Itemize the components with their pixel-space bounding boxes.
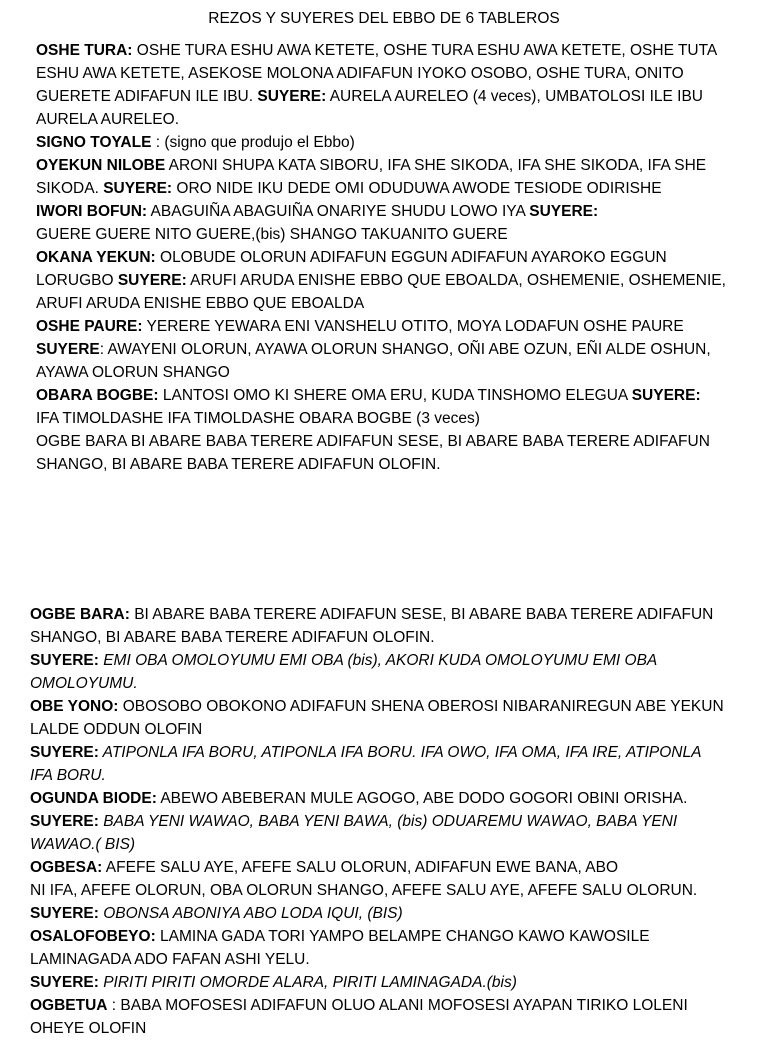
text-line: [30, 902, 760, 925]
line-text: AURELA AURELEO.: [36, 111, 180, 128]
text-line: [30, 879, 760, 902]
line-text: LANTOSI OMO KI SHERE OMA ERU, KUDA TINSHOMO ELEGUA: [158, 387, 632, 404]
text-line: [36, 200, 756, 223]
line-text: IFA BORU.: [30, 767, 106, 784]
text-line: [36, 154, 756, 177]
line-heading: SUYERE:: [631, 387, 701, 404]
line-text: PIRITI PIRITI OMORDE ALARA, PIRITI LAMINAGADA.(bis): [98, 974, 517, 991]
text-line: [30, 649, 760, 672]
line-text: NI IFA, AFEFE OLORUN, OBA OLORUN SHANGO, AFEFE SALU AYE, AFEFE SALU OLORUN.: [30, 882, 698, 899]
text-line: [30, 925, 760, 948]
text-line: [30, 718, 760, 741]
text-line: [30, 787, 760, 810]
line-text: : BABA MOFOSESI ADIFAFUN OLUO ALANI MOFOSESI AYAPAN TIRIKO LOLENI: [107, 997, 688, 1014]
line-heading: OKANA YEKUN:: [36, 249, 156, 266]
text-line: [36, 338, 756, 361]
text-line: [30, 626, 760, 649]
line-heading: OBARA BOGBE:: [36, 387, 159, 404]
text-line: [36, 361, 756, 384]
line-text: LALDE ODDUN OLOFIN: [30, 721, 203, 738]
rezos-block-lower: [30, 603, 760, 1040]
line-text: ABAGUIÑA ABAGUIÑA ONARIYE SHUDU LOWO IYA: [147, 203, 530, 220]
line-text: OLOBUDE OLORUN ADIFAFUN EGGUN ADIFAFUN AYAROKO EGGUN: [155, 249, 667, 266]
text-line: [36, 292, 756, 315]
text-line: [30, 948, 760, 971]
line-heading: OYEKUN NILOBE: [36, 157, 166, 174]
text-line: [30, 971, 760, 994]
line-text: OMOLOYUMU.: [30, 675, 138, 692]
text-line: [36, 315, 756, 338]
text-line: [36, 108, 756, 131]
line-text: ARUFI ARUDA ENISHE EBBO QUE EBOALDA: [36, 295, 365, 312]
text-line: [30, 741, 760, 764]
line-text: OHEYE OLOFIN: [30, 1020, 147, 1037]
line-heading: IWORI BOFUN:: [36, 203, 148, 220]
line-heading: OGBESA:: [30, 859, 103, 876]
line-text: AFEFE SALU AYE, AFEFE SALU OLORUN, ADIFAFUN EWE BANA, ABO: [102, 859, 619, 876]
text-line: [36, 39, 756, 62]
line-text: AURELA AURELEO (4 veces), UMBATOLOSI ILE IBU: [326, 88, 703, 105]
text-line: [36, 269, 756, 292]
text-line: [30, 1017, 760, 1040]
line-heading: SUYERE:: [30, 974, 99, 991]
text-line: [30, 672, 760, 695]
text-line: [30, 695, 760, 718]
line-text: EMI OBA OMOLOYUMU EMI OBA (bis), AKORI KUDA OMOLOYUMU EMI OBA: [98, 652, 658, 669]
line-text: IFA TIMOLDASHE IFA TIMOLDASHE OBARA BOGBE (3 veces): [36, 410, 480, 427]
line-heading: OGBETUA: [30, 997, 108, 1014]
line-heading: SUYERE:: [103, 180, 173, 197]
text-line: [36, 384, 756, 407]
text-line: [36, 430, 756, 453]
line-heading: OBE YONO:: [30, 698, 119, 715]
line-text: GUERE GUERE NITO GUERE,(bis) SHANGO TAKUANITO GUERE: [36, 226, 508, 243]
text-line: [36, 223, 756, 246]
line-text: BI ABARE BABA TERERE ADIFAFUN SESE, BI ABARE BABA TERERE ADIFAFUN: [129, 606, 714, 623]
text-line: [36, 62, 756, 85]
text-line: [30, 994, 760, 1017]
document-title: REZOS Y SUYERES DEL EBBO DE 6 TABLEROS: [208, 10, 560, 27]
line-text: ATIPONLA IFA BORU, ATIPONLA IFA BORU. IFA OWO, IFA OMA, IFA IRE, ATIPONLA: [98, 744, 702, 761]
line-heading: OSHE TURA:: [36, 42, 133, 59]
line-text: ESHU AWA KETETE, ASEKOSE MOLONA ADIFAFUN IYOKO OSOBO, OSHE TURA, ONITO: [36, 65, 684, 82]
line-heading: SUYERE:: [529, 203, 599, 220]
line-heading: OGUNDA BIODE:: [30, 790, 157, 807]
line-text: BABA YENI WAWAO, BABA YENI BAWA, (bis) ODUAREMU WAWAO, BABA YENI: [98, 813, 678, 830]
text-line: [30, 603, 760, 626]
line-heading: OGBE BARA:: [30, 606, 130, 623]
line-heading: SUYERE:: [117, 272, 187, 289]
text-line: [30, 833, 760, 856]
line-text: LAMINAGADA ADO FAFAN ASHI YELU.: [30, 951, 310, 968]
line-heading: SUYERE:: [30, 652, 99, 669]
line-heading: OSHE PAURE:: [36, 318, 143, 335]
line-text: GUERETE ADIFAFUN ILE IBU.: [36, 88, 258, 105]
line-text: WAWAO.( BIS): [30, 836, 136, 853]
line-text: SIKODA.: [36, 180, 104, 197]
text-line: [36, 453, 756, 476]
line-heading: SUYERE:: [30, 813, 99, 830]
line-text: AYAWA OLORUN SHANGO: [36, 364, 230, 381]
line-text: ORO NIDE IKU DEDE OMI ODUDUWA AWODE TESIODE ODIRISHE: [172, 180, 662, 197]
text-line: [30, 764, 760, 787]
line-text: ABEWO ABEBERAN MULE AGOGO, ABE DODO GOGORI OBINI ORISHA.: [156, 790, 688, 807]
text-line: [30, 856, 760, 879]
rezos-block-upper: [36, 39, 756, 476]
line-text: : (signo que produjo el Ebbo): [151, 134, 355, 151]
line-text: OSHE TURA ESHU AWA KETETE, OSHE TURA ESHU AWA KETETE, OSHE TUTA: [132, 42, 718, 59]
line-text: ARUFI ARUDA ENISHE EBBO QUE EBOALDA, OSHEMENIE, OSHEMENIE,: [186, 272, 726, 289]
line-text: OBOSOBO OBOKONO ADIFAFUN SHENA OBEROSI NIBARANIREGUN ABE YEKUN: [118, 698, 724, 715]
line-text: ARONI SHUPA KATA SIBORU, IFA SHE SIKODA, IFA SHE SIKODA, IFA SHE: [165, 157, 707, 174]
line-heading: SUYERE:: [257, 88, 327, 105]
text-line: [36, 407, 756, 430]
text-line: [36, 246, 756, 269]
text-line: [36, 131, 756, 154]
line-text: YERERE YEWARA ENI VANSHELU OTITO, MOYA LODAFUN OSHE PAURE: [142, 318, 684, 335]
line-heading: SUYERE: [36, 341, 100, 358]
line-text: SHANGO, BI ABARE BABA TERERE ADIFAFUN OLOFIN.: [36, 456, 441, 473]
line-text: : AWAYENI OLORUN, AYAWA OLORUN SHANGO, OÑI ABE OZUN, EÑI ALDE OSHUN,: [99, 341, 711, 358]
line-text: OBONSA ABONIYA ABO LODA IQUI, (BIS): [98, 905, 403, 922]
line-heading: SUYERE:: [30, 744, 99, 761]
text-line: [36, 177, 756, 200]
text-line: [30, 810, 760, 833]
line-text: LAMINA GADA TORI YAMPO BELAMPE CHANGO KAWO KAWOSILE: [155, 928, 650, 945]
line-heading: SUYERE:: [30, 905, 99, 922]
line-text: LORUGBO: [36, 272, 118, 289]
line-heading: SIGNO TOYALE: [36, 134, 152, 151]
text-line: [36, 85, 756, 108]
line-text: OGBE BARA BI ABARE BABA TERERE ADIFAFUN SESE, BI ABARE BABA TERERE ADIFAFUN: [36, 433, 710, 450]
line-text: SHANGO, BI ABARE BABA TERERE ADIFAFUN OLOFIN.: [30, 629, 435, 646]
line-heading: OSALOFOBEYO:: [30, 928, 156, 945]
